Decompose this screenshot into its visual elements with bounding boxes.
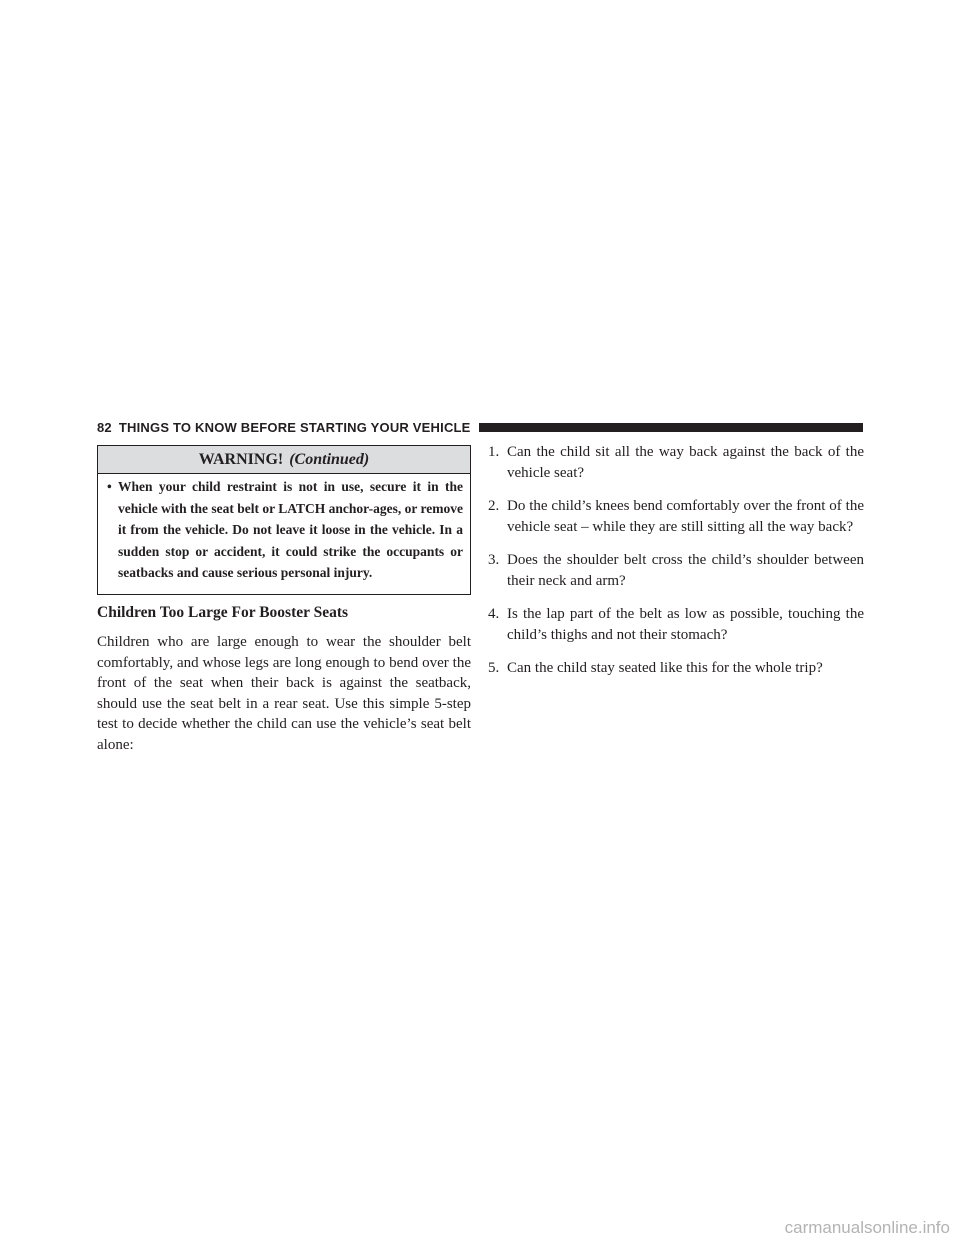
warning-continued: (Continued) [289,451,370,468]
step-number: 5. [488,660,500,676]
warning-title: WARNING! [198,451,284,468]
step-text: Does the shoulder belt cross the child’s shoulder between their neck and arm? [507,552,864,589]
step-number: 3. [488,552,500,568]
step-text: Can the child stay seated like this for the whole trip? [507,660,823,676]
step-text: Can the child sit all the way back against the back of the vehicle seat? [507,444,864,481]
list-item [488,442,864,483]
page-header [97,417,863,437]
section-heading: Children Too Large For Booster Seats [97,604,349,621]
warning-box [97,445,471,595]
step-number: 4. [488,606,500,622]
watermark: carmanualsonline.info [784,1218,950,1237]
warning-body [98,474,470,584]
step-number: 1. [488,444,500,460]
bullet-icon: • [107,479,112,494]
body-paragraph: Children who are large enough to wear the shoulder belt comfortably, and whose legs are long enough to bend over the front of the seat when their back is against the seatback, should use the seat belt in a rear seat. Use this simple 5-step test to decide whether the child can use the vehicle’s seat belt alone: [97,634,471,753]
page-number: 82 [97,419,112,435]
step-text: Do the child’s knees bend comfortably over the front of the vehicle seat – while they are still sitting all the way back? [507,498,864,535]
list-item [488,604,864,645]
header-rule [479,423,863,432]
warning-text: When your child restraint is not in use, secure it in the vehicle with the seat belt or LATCH anchor-ages, or remove it from the vehicle. Do not leave it loose in the vehicle. In a sudden stop or accident, it could strike the occupants or seatbacks and cause serious personal injury. [118,479,463,581]
steps-list [488,442,864,692]
step-number: 2. [488,498,500,514]
list-item [488,496,864,537]
list-item [488,550,864,591]
section-title: THINGS TO KNOW BEFORE STARTING YOUR VEHICLE [118,419,471,435]
list-item [488,658,864,679]
warning-title-bar [98,446,470,474]
step-text: Is the lap part of the belt as low as possible, touching the child’s thighs and not their stomach? [507,606,864,643]
